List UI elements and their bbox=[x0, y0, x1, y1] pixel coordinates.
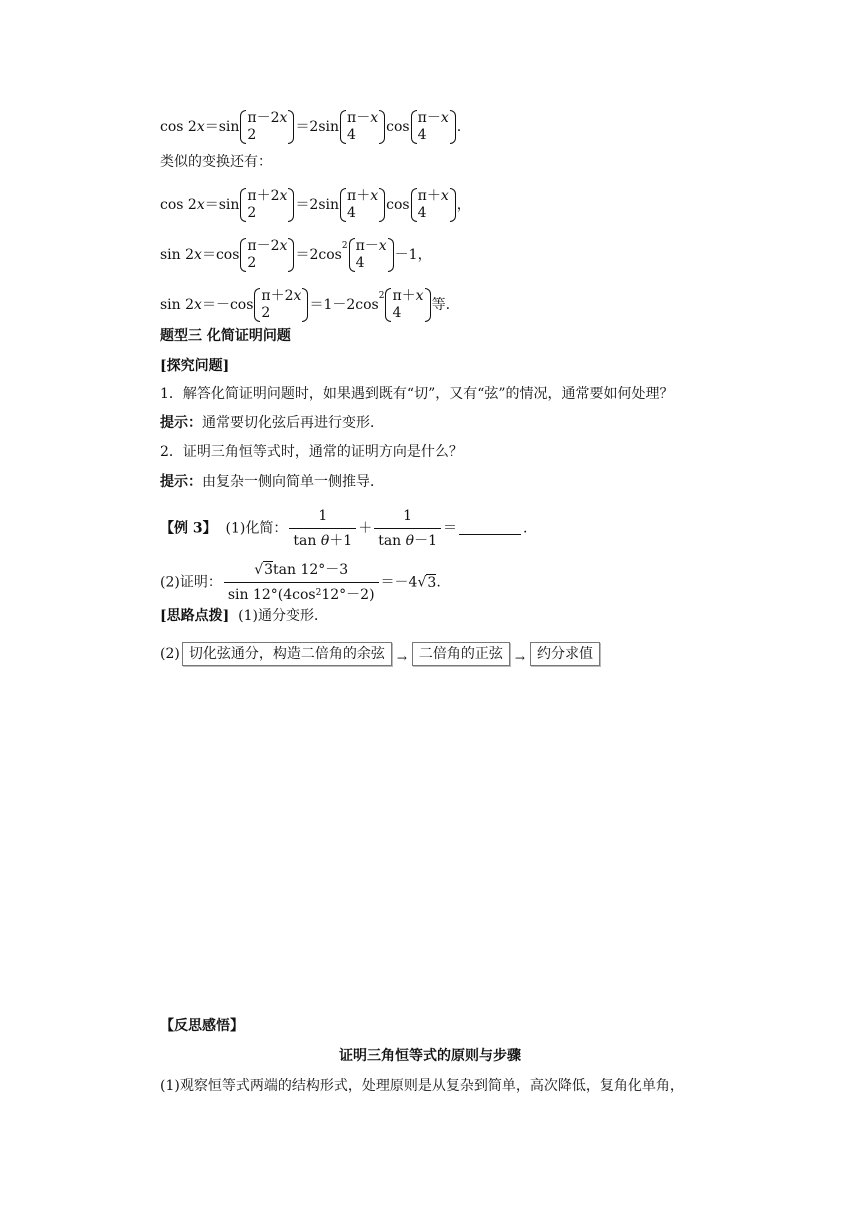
denominator: 4 bbox=[355, 255, 365, 271]
explore-heading: [探究问题] bbox=[160, 358, 230, 374]
text: sin 2 bbox=[160, 297, 195, 313]
op: －2 bbox=[256, 110, 280, 126]
var-x: x bbox=[279, 238, 288, 254]
answer-1 bbox=[160, 413, 384, 433]
var-x: x bbox=[440, 110, 449, 126]
pi: π bbox=[247, 238, 257, 254]
denominator: 4 bbox=[347, 205, 356, 221]
pi: π bbox=[347, 188, 357, 204]
paren-group bbox=[240, 188, 294, 222]
hint-line-1 bbox=[160, 606, 328, 626]
denominator: 4 bbox=[392, 305, 402, 321]
pi: π bbox=[392, 288, 402, 304]
fraction-2 bbox=[374, 506, 441, 551]
question-1: 1．解答化简证明问题时，如果遇到既有“切”，又有“弦”的情况，通常要如何处理？ bbox=[160, 386, 674, 402]
formula-sin2x-1 bbox=[160, 238, 432, 272]
paren-group bbox=[340, 110, 385, 144]
text: cos bbox=[386, 119, 410, 135]
hint-line-2 bbox=[160, 642, 602, 666]
text: ＝－4 bbox=[380, 574, 418, 591]
var-x: x bbox=[194, 297, 202, 313]
paren-group bbox=[349, 238, 394, 272]
paren-group bbox=[240, 238, 294, 272]
op: ＋2 bbox=[256, 188, 280, 204]
question-2: 2．证明三角恒等式时，通常的证明方向是什么？ bbox=[160, 444, 463, 460]
text: tan 12°－3 bbox=[273, 562, 349, 578]
denominator: 2 bbox=[247, 255, 257, 271]
pi: π bbox=[247, 110, 257, 126]
paren-group bbox=[385, 288, 430, 322]
plus: ＋ bbox=[358, 520, 373, 537]
denominator: 2 bbox=[261, 305, 271, 321]
text: ＝2sin bbox=[295, 119, 340, 135]
numerator bbox=[250, 560, 352, 582]
paren-group bbox=[254, 288, 308, 322]
fraction-3 bbox=[224, 560, 379, 605]
var-x: x bbox=[279, 188, 288, 204]
denominator: 4 bbox=[417, 205, 427, 221]
op: － bbox=[426, 110, 441, 126]
equals: ＝ bbox=[443, 520, 457, 537]
numerator: 1 bbox=[318, 508, 328, 524]
pi: π bbox=[355, 238, 365, 254]
var-x: x bbox=[440, 188, 449, 204]
denominator bbox=[374, 528, 441, 551]
answer-2 bbox=[160, 472, 384, 492]
text: 等. bbox=[431, 297, 451, 313]
text: －1 bbox=[414, 533, 437, 549]
text: . bbox=[523, 520, 528, 537]
text: ＝cos bbox=[201, 247, 240, 263]
pi: π bbox=[417, 110, 427, 126]
denominator: 4 bbox=[417, 127, 427, 143]
reflection-text: (1)观察恒等式两端的结构形式，处理原则是从复杂到简单，高次降低，复角化单角， bbox=[160, 1078, 684, 1094]
section-title: 题型三 化简证明问题 bbox=[160, 328, 291, 344]
hint-heading: [思路点拨] bbox=[160, 608, 230, 624]
pi: π bbox=[347, 110, 357, 126]
denominator: 4 bbox=[347, 127, 356, 143]
pi: π bbox=[261, 288, 271, 304]
arrow-right-icon: → bbox=[514, 651, 525, 665]
radicand: 3 bbox=[427, 574, 437, 591]
var-x: x bbox=[415, 288, 424, 304]
text: tan bbox=[293, 533, 321, 549]
text: . bbox=[456, 119, 462, 135]
similar-text: 类似的变换还有： bbox=[160, 154, 272, 170]
text: tan bbox=[378, 533, 406, 549]
hint-label: 提示： bbox=[160, 474, 202, 490]
sqrt-sign: √ bbox=[417, 574, 427, 591]
arrow-right-icon: → bbox=[396, 651, 407, 665]
var-x: x bbox=[279, 110, 288, 126]
sqrt-sign: √ bbox=[254, 562, 264, 578]
text: (2) bbox=[160, 646, 180, 662]
answer-text: 由复杂一侧向简单一侧推导． bbox=[202, 474, 384, 490]
op: ＋ bbox=[401, 288, 416, 304]
hint-label: 提示： bbox=[160, 415, 202, 431]
theta: θ bbox=[320, 533, 330, 549]
text: ＝－cos bbox=[201, 297, 254, 313]
op: ＋2 bbox=[270, 288, 294, 304]
var-x: x bbox=[293, 288, 302, 304]
var-x: x bbox=[194, 247, 202, 263]
superscript: 2 bbox=[315, 588, 322, 598]
paren-group bbox=[240, 110, 294, 144]
text: ＝2sin bbox=[295, 197, 340, 213]
text: sin 2 bbox=[160, 247, 195, 263]
var-x: x bbox=[378, 238, 387, 254]
text: ， bbox=[456, 197, 471, 213]
formula-cos2x-1 bbox=[160, 110, 461, 144]
op: －2 bbox=[256, 238, 280, 254]
flow-step-1: 切化弦通分，构造二倍角的余弦 bbox=[182, 642, 392, 666]
text: ＝2cos bbox=[295, 247, 342, 263]
pi: π bbox=[247, 188, 257, 204]
text: cos 2 bbox=[160, 197, 197, 213]
text: sin 12°(4cos bbox=[227, 587, 316, 603]
example-label: 【例 3】 bbox=[160, 520, 217, 537]
text: ＝sin bbox=[204, 119, 240, 135]
hint-text: (1)通分变形． bbox=[238, 608, 328, 624]
answer-text: 通常要切化弦后再进行变形． bbox=[202, 415, 384, 431]
text: 12°－2) bbox=[321, 587, 375, 603]
answer-blank bbox=[459, 534, 521, 535]
formula-sin2x-2 bbox=[160, 288, 450, 322]
denominator bbox=[224, 582, 379, 605]
part2-label: (2)证明： bbox=[160, 574, 222, 591]
radicand: 3 bbox=[264, 562, 274, 578]
formula-cos2x-2 bbox=[160, 188, 471, 222]
text: ＋1 bbox=[329, 533, 353, 549]
reflection-heading: 证明三角恒等式的原则与步骤 bbox=[339, 1048, 521, 1064]
var-x: x bbox=[196, 119, 205, 135]
text: －1， bbox=[394, 247, 432, 263]
pi: π bbox=[417, 188, 427, 204]
var-x: x bbox=[370, 188, 379, 204]
part1-label: (1)化简： bbox=[225, 520, 288, 537]
op: ＋ bbox=[356, 188, 371, 204]
var-x: x bbox=[196, 197, 205, 213]
denominator: 2 bbox=[247, 205, 257, 221]
flow-step-3: 约分求值 bbox=[530, 642, 600, 666]
paren-group bbox=[340, 188, 385, 222]
op: － bbox=[356, 110, 371, 126]
text: cos 2 bbox=[160, 119, 197, 135]
text: ＝sin bbox=[204, 197, 240, 213]
text: ＝1－2cos bbox=[309, 297, 379, 313]
paren-group bbox=[411, 110, 456, 144]
op: ＋ bbox=[426, 188, 441, 204]
denominator: 2 bbox=[247, 127, 257, 143]
theta: θ bbox=[405, 533, 415, 549]
numerator: 1 bbox=[403, 508, 413, 524]
paren-group bbox=[411, 188, 456, 222]
text: cos bbox=[386, 197, 410, 213]
example3-part2 bbox=[160, 560, 441, 605]
var-x: x bbox=[370, 110, 379, 126]
superscript: 2 bbox=[378, 291, 385, 301]
text: . bbox=[436, 574, 441, 591]
superscript: 2 bbox=[341, 241, 348, 251]
op: － bbox=[364, 238, 379, 254]
flow-step-2: 二倍角的正弦 bbox=[412, 642, 510, 666]
denominator bbox=[289, 528, 356, 551]
fraction-1 bbox=[289, 506, 356, 551]
example3-part1 bbox=[160, 506, 527, 551]
reflection-label: 【反思感悟】 bbox=[160, 1018, 244, 1034]
